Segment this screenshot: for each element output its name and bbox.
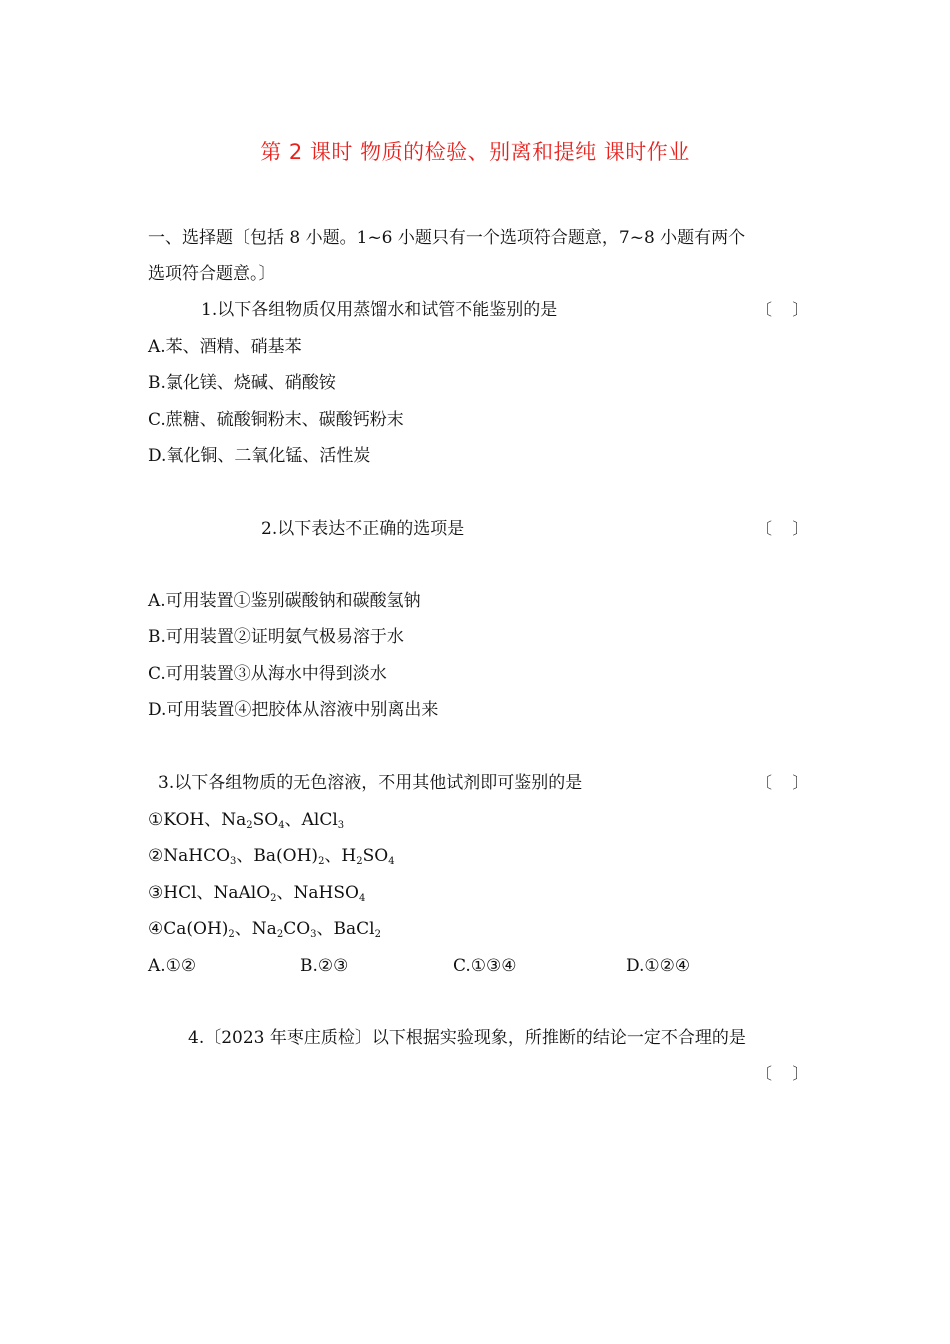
q2-answer-bracket: 〔 〕 <box>756 519 809 538</box>
q4-stem: 4.〔2023 年枣庄质检〕以下根据实验现象，所推断的结论一定不合理的是 <box>188 1028 746 1048</box>
q1-option-c: C.蔗糖、硫酸铜粉末、碳酸钙粉末 <box>148 410 404 430</box>
q3-item-3: ③HCl、NaAlO$_2$、NaHSO$_4$ <box>148 883 366 904</box>
q1-option-d: D.氧化铜、二氧化锰、活性炭 <box>148 446 371 466</box>
q2-option-d: D.可用装置④把胶体从溶液中别离出来 <box>148 700 439 720</box>
q3-stem: 3.以下各组物质的无色溶液，不用其他试剂即可鉴别的是 <box>158 773 583 793</box>
q1-answer-bracket: 〔 〕 <box>756 300 809 319</box>
q3-choice-c: C.①③④ <box>453 956 517 976</box>
section-heading-line2: 选项符合题意。〕 <box>148 264 276 284</box>
q1-stem: 1.以下各组物质仅用蒸馏水和试管不能鉴别的是 <box>201 300 558 320</box>
q3-answer-bracket: 〔 〕 <box>756 773 809 792</box>
q3-choice-b: B.②③ <box>300 956 349 976</box>
q3-choice-d: D.①②④ <box>626 956 691 976</box>
q2-option-b: B.可用装置②证明氨气极易溶于水 <box>148 627 404 647</box>
q3-choice-a: A.①② <box>148 956 197 976</box>
q2-option-c: C.可用装置③从海水中得到淡水 <box>148 664 387 684</box>
q1-option-a: A.苯、酒精、硝基苯 <box>148 337 302 357</box>
q3-item-1: ①KOH、$Na_2SO_4$、AlCl$_3$ <box>148 810 345 831</box>
q3-item-2: ②NaHCO$_3$、$Ba(OH)_2$、$H_2SO_4$ <box>148 846 395 867</box>
section-heading-line1: 一、选择题〔包括 8 小题。1~6 小题只有一个选项符合题意，7~8 小题有两个 <box>148 228 746 248</box>
q2-option-a: A.可用装置①鉴别碳酸钠和碳酸氢钠 <box>148 591 421 611</box>
q3-item-4: $④Ca(OH)_2$、$Na_2CO_3$、BaCl$_2$ <box>148 919 381 940</box>
q4-answer-bracket: 〔 〕 <box>756 1064 809 1083</box>
page-title: 第 2 课时 物质的检验、别离和提纯 课时作业 <box>260 140 690 164</box>
q1-option-b: B.氯化镁、烧碱、硝酸铵 <box>148 373 336 393</box>
q2-stem: 2.以下表达不正确的选项是 <box>261 519 465 539</box>
